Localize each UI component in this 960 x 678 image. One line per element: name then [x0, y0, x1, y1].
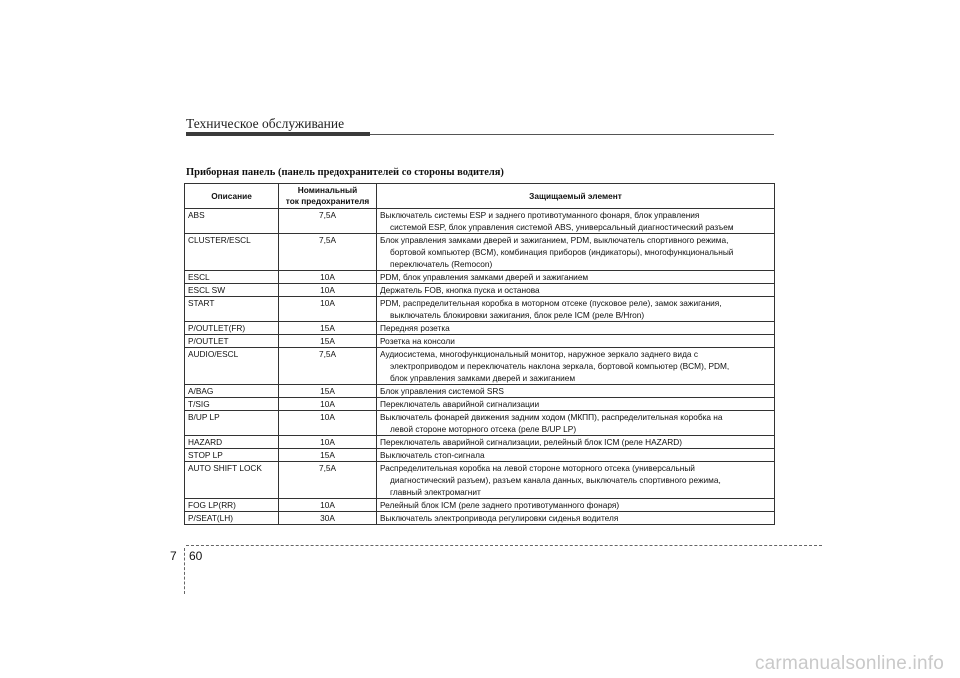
protected-element-line: PDM, распределительная коробка в моторном отсеке (пусковое реле), замок зажигания,	[380, 298, 722, 308]
fuse-rating-cell: 30A	[279, 512, 377, 525]
table-row	[185, 499, 775, 512]
fuse-name-cell: FOG LP(RR)	[185, 499, 279, 512]
table-row	[185, 512, 775, 525]
protected-element-line: Выключатель системы ESP и заднего противотуманного фонаря, блок управления	[380, 210, 700, 220]
fuse-name-cell: ESCL SW	[185, 284, 279, 297]
table-row	[185, 234, 775, 271]
protected-element-line: Блок управления замками дверей и зажиганием, PDM, выключатель спортивного режима,	[380, 235, 729, 245]
fuse-name-cell: ABS	[185, 209, 279, 234]
footer-dashed-rule	[186, 545, 822, 546]
protected-element-cell	[377, 512, 775, 525]
fuse-rating-cell: 10A	[279, 284, 377, 297]
protected-element-cell	[377, 209, 775, 234]
protected-element-cell	[377, 436, 775, 449]
fuse-name-cell: P/OUTLET(FR)	[185, 322, 279, 335]
fuse-name-cell: STOP LP	[185, 449, 279, 462]
fuse-name-cell: AUDIO/ESCL	[185, 348, 279, 385]
protected-element-line: Передняя розетка	[380, 323, 450, 333]
fuse-name-cell: AUTO SHIFT LOCK	[185, 462, 279, 499]
protected-element-line: Переключатель аварийной сигнализации	[380, 399, 540, 409]
protected-element-line: главный электромагнит	[390, 487, 481, 497]
protected-element-cell	[377, 284, 775, 297]
table-row	[185, 322, 775, 335]
protected-element-line: Розетка на консоли	[380, 336, 455, 346]
protected-element-cell	[377, 335, 775, 348]
fuse-table	[184, 183, 775, 525]
header-rule-dark	[186, 132, 370, 136]
protected-element-line: системой ESP, блок управления системой ABS, универсальный диагностический разъем	[390, 222, 734, 232]
protected-element-cell	[377, 271, 775, 284]
column-header-rating	[279, 184, 377, 209]
fuse-rating-cell: 7,5A	[279, 234, 377, 271]
fuse-rating-cell: 15A	[279, 449, 377, 462]
table-row	[185, 449, 775, 462]
protected-element-cell	[377, 398, 775, 411]
protected-element-line: Выключатель электропривода регулировки сиденья водителя	[380, 513, 619, 523]
page-header-title: Техническое обслуживание	[186, 116, 345, 131]
fuse-name-cell: CLUSTER/ESCL	[185, 234, 279, 271]
fuse-name-cell: T/SIG	[185, 398, 279, 411]
protected-element-line: Аудиосистема, многофункциональный монитор, наружное зеркало заднего вида с	[380, 349, 698, 359]
table-row	[185, 297, 775, 322]
table-row	[185, 271, 775, 284]
fuse-rating-cell: 15A	[279, 322, 377, 335]
fuse-name-cell: B/UP LP	[185, 411, 279, 436]
fuse-name-cell: A/BAG	[185, 385, 279, 398]
protected-element-cell	[377, 322, 775, 335]
protected-element-cell	[377, 411, 775, 436]
table-row	[185, 398, 775, 411]
section-title: Приборная панель (панель предохранителей со стороны водителя)	[186, 167, 504, 178]
protected-element-line: Релейный блок ICM (реле заднего противотуманного фонаря)	[380, 500, 620, 510]
fuse-name-cell: P/OUTLET	[185, 335, 279, 348]
table-row	[185, 462, 775, 499]
table-row	[185, 385, 775, 398]
footer-vertical-rule	[184, 548, 185, 594]
protected-element-cell	[377, 348, 775, 385]
fuse-rating-cell: 10A	[279, 398, 377, 411]
table-row	[185, 436, 775, 449]
protected-element-cell	[377, 297, 775, 322]
fuse-rating-cell: 15A	[279, 385, 377, 398]
table-body	[185, 209, 775, 525]
protected-element-line: Блок управления системой SRS	[380, 386, 504, 396]
fuse-rating-cell: 10A	[279, 271, 377, 284]
protected-element-line: электроприводом и переключатель наклона зеркала, бортовой компьютер (BCM), PDM,	[390, 361, 730, 371]
column-header-element: Защищаемый элемент	[377, 184, 775, 209]
fuse-name-cell: START	[185, 297, 279, 322]
table-row	[185, 284, 775, 297]
fuse-name-cell: P/SEAT(LH)	[185, 512, 279, 525]
table-row	[185, 335, 775, 348]
table-row	[185, 411, 775, 436]
column-header-description: Описание	[185, 184, 279, 209]
table-row	[185, 348, 775, 385]
protected-element-line: Выключатель фонарей движения задним ходом (МКПП), распределительная коробка на	[380, 412, 723, 422]
protected-element-line: бортовой компьютер (BCM), комбинация приборов (индикаторы), многофункциональный	[390, 247, 734, 257]
fuse-name-cell: HAZARD	[185, 436, 279, 449]
column-header-rating-line1: Номинальный	[297, 185, 358, 195]
protected-element-line: Переключатель аварийной сигнализации, релейный блок ICM (реле HAZARD)	[380, 437, 683, 447]
fuse-rating-cell: 10A	[279, 297, 377, 322]
header-rule-light	[370, 134, 774, 135]
section-number: 7	[170, 549, 177, 563]
protected-element-line: Выключатель стоп-сигнала	[380, 450, 485, 460]
protected-element-cell	[377, 385, 775, 398]
fuse-rating-cell: 10A	[279, 436, 377, 449]
protected-element-line: блок управления замками дверей и зажиганием	[390, 373, 576, 383]
protected-element-line: левой стороне моторного отсека (реле B/UP LP)	[390, 424, 577, 434]
protected-element-line: Держатель FOB, кнопка пуска и останова	[380, 285, 540, 295]
protected-element-line: PDM, блок управления замками дверей и зажиганием	[380, 272, 589, 282]
page-number: 60	[189, 549, 203, 563]
fuse-rating-cell: 7,5A	[279, 348, 377, 385]
fuse-name-cell: ESCL	[185, 271, 279, 284]
protected-element-cell	[377, 449, 775, 462]
fuse-rating-cell: 10A	[279, 499, 377, 512]
watermark: carmanualsonline.info	[754, 653, 944, 674]
fuse-rating-cell: 10A	[279, 411, 377, 436]
protected-element-cell	[377, 499, 775, 512]
protected-element-cell	[377, 234, 775, 271]
protected-element-line: выключатель блокировки зажигания, блок реле ICM (реле B/Hron)	[390, 310, 645, 320]
fuse-rating-cell: 7,5A	[279, 462, 377, 499]
protected-element-line: диагностический разъем), разъем канала данных, выключатель спортивного режима,	[390, 475, 721, 485]
protected-element-line: Распределительная коробка на левой стороне моторного отсека (универсальный	[380, 463, 695, 473]
table-header-row	[185, 184, 775, 209]
column-header-rating-line2: ток предохранителя	[285, 196, 370, 206]
protected-element-cell	[377, 462, 775, 499]
table-row	[185, 209, 775, 234]
fuse-rating-cell: 7,5A	[279, 209, 377, 234]
fuse-rating-cell: 15A	[279, 335, 377, 348]
protected-element-line: переключатель (Remocon)	[390, 259, 493, 269]
